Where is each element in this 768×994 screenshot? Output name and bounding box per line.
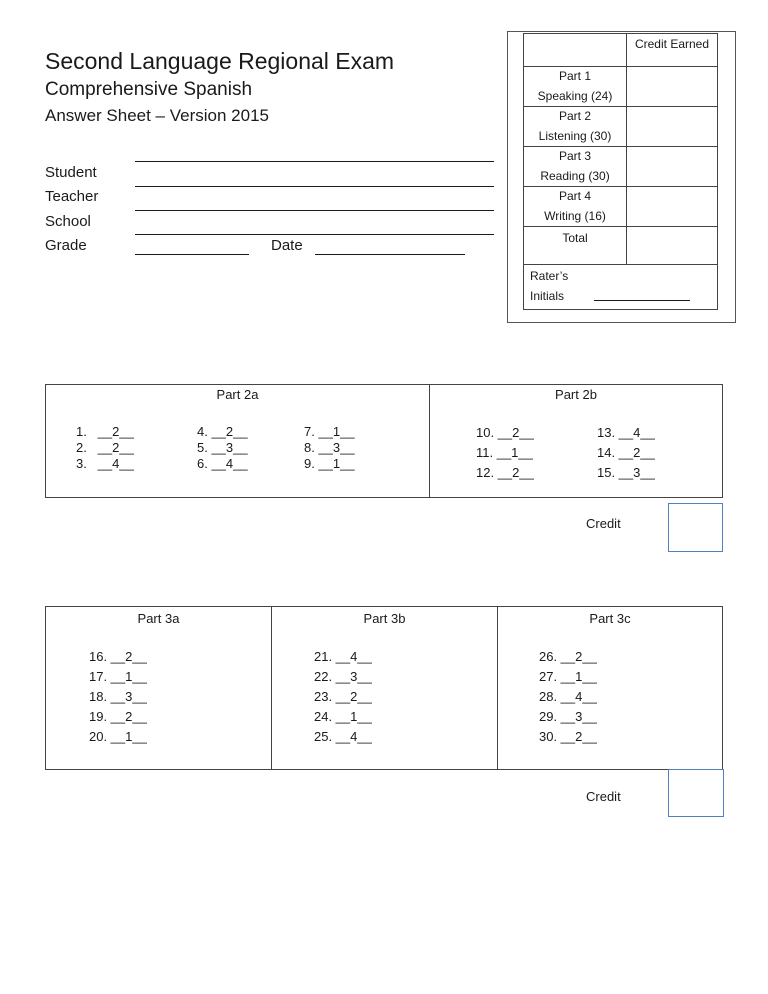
exam-subtitle: Comprehensive Spanish: [45, 79, 253, 100]
exam-title: Second Language Regional Exam: [45, 48, 395, 74]
teacher-line[interactable]: [135, 186, 494, 187]
answer-30: 30. __2__: [539, 729, 597, 744]
part3-detail: Reading (30): [540, 169, 610, 183]
part3-credit-cell[interactable]: [627, 146, 717, 186]
part3c-title: Part 3c: [589, 611, 631, 626]
credit-table-header-row: [524, 34, 717, 67]
credit-row-part4: [524, 186, 717, 227]
credit-row-total: [524, 226, 717, 265]
part3a-title: Part 3a: [137, 611, 180, 626]
answer-18: 18. __3__: [89, 689, 147, 704]
credit-row-part1: [524, 66, 717, 107]
part3b-title: Part 3b: [363, 611, 406, 626]
answer-19: 19. __2__: [89, 709, 147, 724]
part2-box: [45, 384, 723, 498]
part4-label: Part 4: [558, 189, 591, 203]
answer-23: 23. __2__: [314, 689, 372, 704]
part3-label: Part 3: [558, 149, 591, 163]
answer-10: 10. __2__: [476, 425, 534, 440]
part2b-col1: [476, 423, 534, 483]
school-line[interactable]: [135, 210, 494, 211]
answer-20: 20. __1__: [89, 729, 147, 744]
part2a-col1: [76, 424, 134, 472]
date-line[interactable]: [315, 254, 465, 255]
answer-4: 4. __2__: [197, 424, 248, 439]
answer-2: 2. __2__: [76, 440, 134, 455]
part2-detail: Listening (30): [538, 129, 612, 143]
answer-24: 24. __1__: [314, 709, 372, 724]
part1-credit-cell[interactable]: [627, 66, 717, 106]
rater-label-line1: Rater’s: [530, 269, 569, 283]
credit-table: [523, 33, 718, 310]
teacher-label: Teacher: [45, 188, 99, 205]
answer-16: 16. __2__: [89, 649, 147, 664]
part2a-col2: [197, 424, 248, 472]
total-credit-cell[interactable]: [627, 226, 717, 264]
answer-13: 13. __4__: [597, 425, 655, 440]
answer-3: 3. __4__: [76, 456, 134, 471]
answer-8: 8. __3__: [304, 440, 355, 455]
answer-11: 11. __1__: [476, 445, 533, 460]
part2-label: Part 2: [558, 109, 591, 123]
part4-credit-cell[interactable]: [627, 186, 717, 226]
answer-25: 25. __4__: [314, 729, 372, 744]
answer-5: 5. __3__: [197, 440, 248, 455]
part2b-col2: [597, 423, 655, 483]
answer-15: 15. __3__: [597, 465, 655, 480]
rater-initials-label: [530, 266, 568, 306]
student-label: Student: [45, 164, 97, 181]
extra-line: [135, 234, 494, 235]
answer-26: 26. __2__: [539, 649, 597, 664]
part3b-col: [314, 647, 372, 747]
answer-21: 21. __4__: [314, 649, 372, 664]
answer-12: 12. __2__: [476, 465, 534, 480]
grade-label: Grade: [45, 237, 87, 254]
date-label: Date: [271, 237, 303, 254]
part3-credit-label: Credit: [586, 789, 621, 804]
part4-detail: Writing (16): [544, 209, 606, 223]
part2-credit-label: Credit: [586, 516, 621, 531]
answer-9: 9. __1__: [304, 456, 355, 471]
grade-line[interactable]: [135, 254, 249, 255]
answer-27: 27. __1__: [539, 669, 597, 684]
rater-label-line2: Initials: [530, 289, 565, 303]
student-line[interactable]: [135, 161, 494, 162]
part3-credit-box[interactable]: [668, 769, 724, 817]
answer-28: 28. __4__: [539, 689, 597, 704]
credit-earned-header: Credit Earned: [634, 37, 710, 51]
credit-row-part2: [524, 106, 717, 147]
part3c-col: [539, 647, 597, 747]
answer-22: 22. __3__: [314, 669, 372, 684]
answer-6: 6. __4__: [197, 456, 248, 471]
school-label: School: [45, 213, 91, 230]
part2a-title: Part 2a: [216, 387, 259, 402]
answer-7: 7. __1__: [304, 424, 355, 439]
answer-29: 29. __3__: [539, 709, 597, 724]
part3a-col: [89, 647, 147, 747]
rater-initials-line[interactable]: [594, 300, 690, 301]
part2b-title: Part 2b: [555, 387, 597, 402]
part2a-col3: [304, 424, 355, 472]
part2-credit-cell[interactable]: [627, 106, 717, 146]
answer-1: 1. __2__: [76, 424, 134, 439]
part3-divider-2: [497, 607, 498, 769]
part3-divider-1: [271, 607, 272, 769]
credit-row-part3: [524, 146, 717, 187]
answer-14: 14. __2__: [597, 445, 655, 460]
exam-version: Answer Sheet – Version 2015: [45, 106, 269, 125]
part2-credit-box[interactable]: [668, 503, 723, 552]
part1-detail: Speaking (24): [537, 89, 613, 103]
total-label: Total: [562, 231, 588, 245]
part3-box: [45, 606, 723, 770]
part1-label: Part 1: [558, 69, 591, 83]
answer-17: 17. __1__: [89, 669, 147, 684]
